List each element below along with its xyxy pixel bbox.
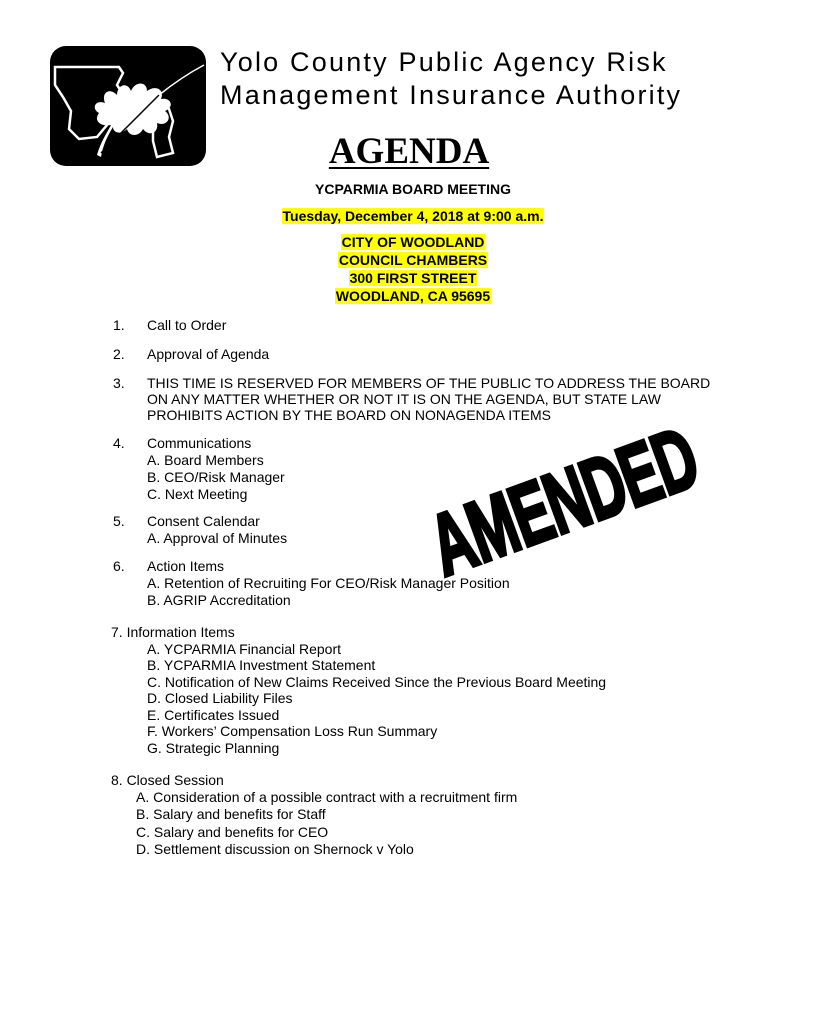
sub-item: D. Closed Liability Files [147, 690, 293, 706]
location-line-4: WOODLAND, CA 95695 [335, 288, 491, 304]
sub-item: E. Certificates Issued [147, 707, 280, 723]
item-number: 2. [113, 346, 125, 362]
item-text: Call to Order [147, 317, 227, 333]
organization-name [220, 46, 682, 112]
amended-stamp [414, 409, 710, 595]
item-number: 6. [113, 558, 125, 574]
item-text: Consent Calendar [147, 513, 260, 529]
sub-item: C. Notification of New Claims Received Since the Previous Board Meeting [147, 674, 607, 690]
location-line-3: 300 FIRST STREET [349, 270, 477, 286]
sub-item: A. Consideration of a possible contract with a recruitment firm [136, 789, 518, 805]
date-time-highlight: Tuesday, December 4, 2018 at 9:00 a.m. [282, 208, 544, 224]
item-number: 1. [113, 317, 125, 333]
item-text: Approval of Agenda [147, 346, 270, 362]
amended-stamp-text: AMENDED [417, 409, 710, 595]
sub-item: C. Next Meeting [147, 486, 248, 502]
sub-item: A. Board Members [147, 452, 264, 468]
item-heading: 7. Information Items [111, 624, 235, 640]
location-line-2: COUNCIL CHAMBERS [338, 252, 488, 268]
sub-item: A. Retention of Recruiting For CEO/Risk Manager Position [147, 575, 510, 591]
item-text-line: PROHIBITS ACTION BY THE BOARD ON NONAGENDA ITEMS [147, 407, 551, 423]
sub-item: A. YCPARMIA Financial Report [147, 641, 342, 657]
sub-item: F. Workers’ Compensation Loss Run Summary [147, 723, 438, 739]
org-name-line2: Management Insurance Authority [220, 80, 683, 110]
sub-item: B. YCPARMIA Investment Statement [147, 657, 376, 673]
meeting-name: YCPARMIA BOARD MEETING [315, 181, 511, 197]
sub-item: B. AGRIP Accreditation [147, 592, 291, 608]
item-number: 4. [113, 435, 125, 451]
agenda-title: AGENDA [328, 131, 490, 172]
item-text-line: ON ANY MATTER WHETHER OR NOT IT IS ON THE AGENDA, BUT STATE LAW [147, 391, 661, 407]
org-name-line1: Yolo County Public Agency Risk [220, 47, 668, 77]
sub-item: D. Settlement discussion on Shernock v Yolo [136, 841, 414, 857]
sub-item: C. Salary and benefits for CEO [136, 824, 329, 840]
sub-item: B. CEO/Risk Manager [147, 469, 285, 485]
item-heading: 8. Closed Session [111, 772, 224, 788]
location-line-1: CITY OF WOODLAND [341, 234, 485, 250]
sub-item: A. Approval of Minutes [147, 530, 288, 546]
item-text-line: THIS TIME IS RESERVED FOR MEMBERS OF THE PUBLIC TO ADDRESS THE BOARD [147, 375, 711, 391]
item-text: Action Items [147, 558, 225, 574]
item-number: 3. [113, 375, 125, 391]
meeting-date-time [0, 207, 826, 225]
sub-item: B. Salary and benefits for Staff [136, 806, 326, 822]
sub-item: G. Strategic Planning [147, 740, 280, 756]
item-number: 5. [113, 513, 125, 529]
item-text: Communications [147, 435, 252, 451]
